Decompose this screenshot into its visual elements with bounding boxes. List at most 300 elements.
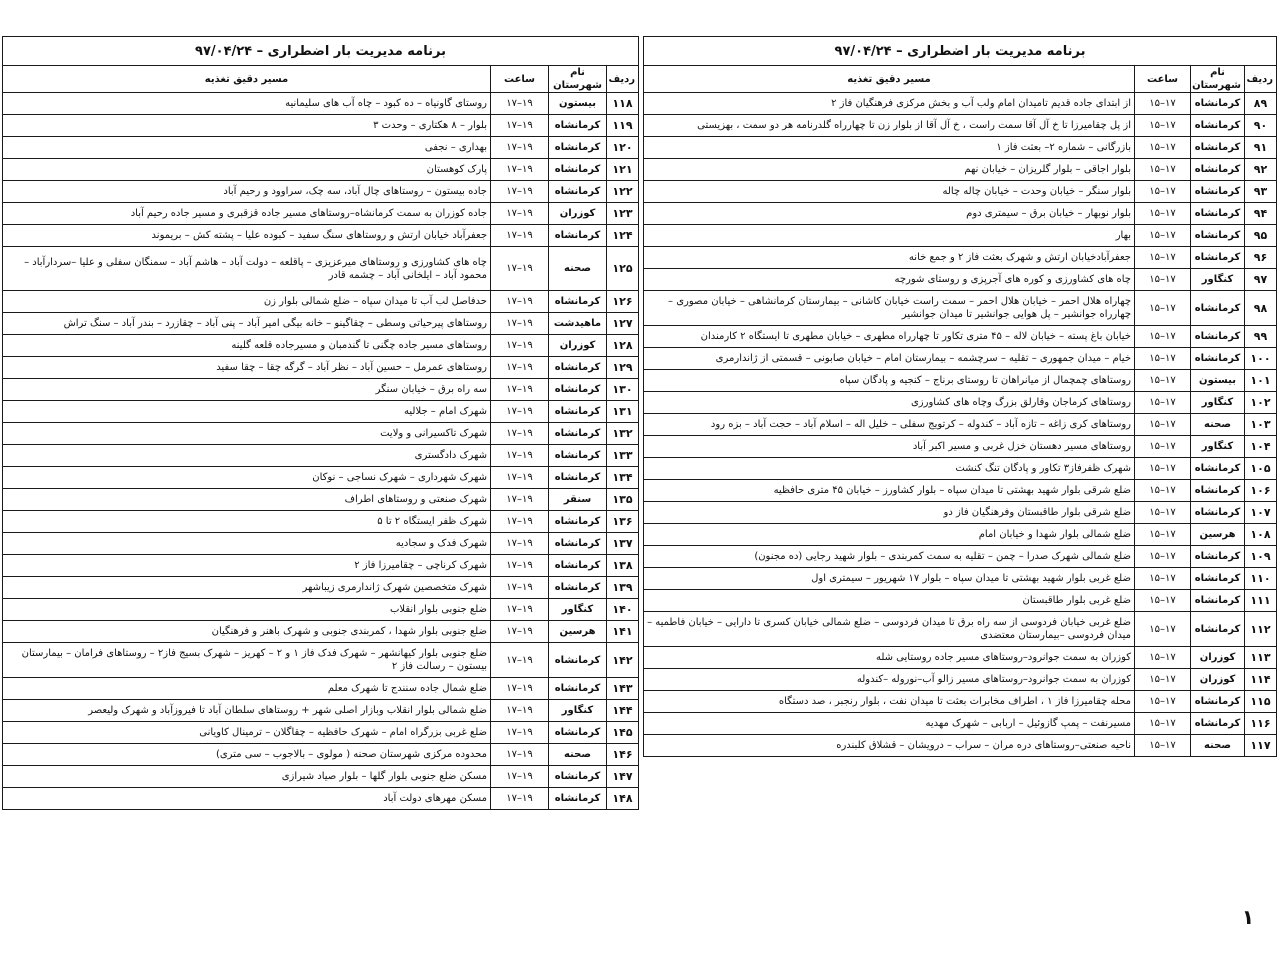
row-number-cell: ۱۴۴ bbox=[607, 700, 639, 722]
row-number-cell: ۱۱۸ bbox=[607, 93, 639, 115]
route-cell: ناحیه صنعتی–روستاهای دره مران – سراب – درویشان – قشلاق کلبندره bbox=[644, 735, 1135, 757]
time-cell: ۱۹–۱۷ bbox=[491, 225, 549, 247]
time-cell: ۱۹–۱۷ bbox=[491, 115, 549, 137]
route-cell: روستاهای چمچمال از میانراهان تا روستای برناج – کنجیه و پادگان سپاه bbox=[644, 370, 1135, 392]
route-cell: خیام – میدان جمهوری – تقلیه – سرچشمه – بیمارستان امام – خیابان صابونی – قسمتی از ژاندارمری bbox=[644, 348, 1135, 370]
table-row bbox=[644, 137, 1277, 159]
route-cell: شهرک فدک و سجادیه bbox=[3, 533, 491, 555]
header-route: مسیر دقیق تغذیه bbox=[3, 66, 491, 93]
table-row bbox=[3, 401, 639, 423]
city-cell: کرمانشاه bbox=[1191, 691, 1245, 713]
route-cell: ضلع شمالی بلوار شهدا و خیابان امام bbox=[644, 524, 1135, 546]
row-number-cell: ۱۲۴ bbox=[607, 225, 639, 247]
route-cell: شهرک متخصصین شهرک ژاندارمری زیباشهر bbox=[3, 577, 491, 599]
city-cell: صحنه bbox=[1191, 414, 1245, 436]
row-number-cell: ۱۰۴ bbox=[1245, 436, 1277, 458]
city-cell: کرمانشاه bbox=[1191, 590, 1245, 612]
city-cell: کرمانشاه bbox=[1191, 93, 1245, 115]
city-cell: کرمانشاه bbox=[549, 291, 607, 313]
route-cell: شهرک تاکسیرانی و ولایت bbox=[3, 423, 491, 445]
table-row bbox=[644, 392, 1277, 414]
route-cell: ضلع غربی بلوار طاقبستان bbox=[644, 590, 1135, 612]
row-number-cell: ۱۰۵ bbox=[1245, 458, 1277, 480]
time-cell: ۱۹–۱۷ bbox=[491, 766, 549, 788]
row-number-cell: ۱۰۲ bbox=[1245, 392, 1277, 414]
route-cell: مسکن مهرهای دولت آباد bbox=[3, 788, 491, 810]
time-cell: ۱۹–۱۷ bbox=[491, 137, 549, 159]
page-number: ۱ bbox=[1241, 905, 1255, 929]
city-cell: کرمانشاه bbox=[549, 643, 607, 678]
row-number-cell: ۱۳۳ bbox=[607, 445, 639, 467]
city-cell: کرمانشاه bbox=[1191, 203, 1245, 225]
city-cell: کرمانشاه bbox=[1191, 115, 1245, 137]
time-cell: ۱۹–۱۷ bbox=[491, 423, 549, 445]
route-cell: شهرک دادگستری bbox=[3, 445, 491, 467]
time-cell: ۱۷–۱۵ bbox=[1135, 392, 1191, 414]
table-row bbox=[3, 700, 639, 722]
table-row bbox=[644, 612, 1277, 647]
row-number-cell: ۱۳۸ bbox=[607, 555, 639, 577]
city-cell: کرمانشاه bbox=[1191, 291, 1245, 326]
city-cell: کرمانشاه bbox=[549, 423, 607, 445]
time-cell: ۱۹–۱۷ bbox=[491, 445, 549, 467]
row-number-cell: ۱۲۲ bbox=[607, 181, 639, 203]
city-cell: هرسین bbox=[1191, 524, 1245, 546]
row-number-cell: ۱۴۲ bbox=[607, 643, 639, 678]
row-number-cell: ۱۲۹ bbox=[607, 357, 639, 379]
city-cell: صحنه bbox=[549, 744, 607, 766]
table-row bbox=[644, 436, 1277, 458]
route-cell: جاده کوزران به سمت کرمانشاه–روستاهای مسیر جاده قزقبری و مسیر جاده رحیم آباد bbox=[3, 203, 491, 225]
row-number-cell: ۱۰۸ bbox=[1245, 524, 1277, 546]
row-number-cell: ۱۳۱ bbox=[607, 401, 639, 423]
row-number-cell: ۹۵ bbox=[1245, 225, 1277, 247]
city-cell: کرمانشاه bbox=[549, 357, 607, 379]
row-number-cell: ۹۶ bbox=[1245, 247, 1277, 269]
row-number-cell: ۱۲۵ bbox=[607, 247, 639, 291]
time-cell: ۱۷–۱۵ bbox=[1135, 590, 1191, 612]
table-title: برنامه مدیریت بار اضطراری – ۹۷/۰۴/۲۴ bbox=[3, 37, 639, 66]
route-cell: ضلع غربی بلوار شهید بهشتی تا میدان سپاه – بلوار ۱۷ شهریور – سیمتری اول bbox=[644, 568, 1135, 590]
route-cell: بهداری – نجفی bbox=[3, 137, 491, 159]
time-cell: ۱۹–۱۷ bbox=[491, 744, 549, 766]
city-cell: کوزران bbox=[1191, 669, 1245, 691]
city-cell: کرمانشاه bbox=[1191, 458, 1245, 480]
city-cell: کوزران bbox=[1191, 647, 1245, 669]
table-row bbox=[644, 181, 1277, 203]
row-number-cell: ۱۰۶ bbox=[1245, 480, 1277, 502]
row-number-cell: ۹۲ bbox=[1245, 159, 1277, 181]
row-number-cell: ۱۳۲ bbox=[607, 423, 639, 445]
table-row bbox=[644, 291, 1277, 326]
header-route: مسیر دقیق تغذیه bbox=[644, 66, 1135, 93]
table-row bbox=[644, 247, 1277, 269]
route-cell: ضلع شرقی بلوار شهید بهشتی تا میدان سپاه – بلوار کشاورز – خیابان ۴۵ متری حافظیه bbox=[644, 480, 1135, 502]
table-row bbox=[3, 722, 639, 744]
city-cell: کرمانشاه bbox=[549, 115, 607, 137]
time-cell: ۱۹–۱۷ bbox=[491, 643, 549, 678]
city-cell: کرمانشاه bbox=[549, 678, 607, 700]
time-cell: ۱۹–۱۷ bbox=[491, 93, 549, 115]
city-cell: کنگاور bbox=[1191, 392, 1245, 414]
city-cell: سنقر bbox=[549, 489, 607, 511]
time-cell: ۱۹–۱۷ bbox=[491, 335, 549, 357]
city-cell: کرمانشاه bbox=[549, 379, 607, 401]
route-cell: جعفرآباد خیابان ارتش و روستاهای سنگ سفید – کبوده علیا – پشته کش – بریموند bbox=[3, 225, 491, 247]
header-row-number: ردیف bbox=[607, 66, 639, 93]
route-cell: حدفاصل لب آب تا میدان سپاه – ضلع شمالی بلوار زن bbox=[3, 291, 491, 313]
row-number-cell: ۹۱ bbox=[1245, 137, 1277, 159]
table-row bbox=[644, 647, 1277, 669]
time-cell: ۱۹–۱۷ bbox=[491, 621, 549, 643]
time-cell: ۱۹–۱۷ bbox=[491, 181, 549, 203]
table-row bbox=[3, 467, 639, 489]
city-cell: کرمانشاه bbox=[1191, 247, 1245, 269]
time-cell: ۱۹–۱۷ bbox=[491, 700, 549, 722]
time-cell: ۱۷–۱۵ bbox=[1135, 480, 1191, 502]
city-cell: کرمانشاه bbox=[1191, 612, 1245, 647]
route-cell: از پل چقامیرزا تا خ آل آقا سمت راست ، خ آل آقا از بلوار زن تا چهارراه گلدرنامه هر دو سمت ، بهزیستی bbox=[644, 115, 1135, 137]
row-number-cell: ۹۰ bbox=[1245, 115, 1277, 137]
row-number-cell: ۹۸ bbox=[1245, 291, 1277, 326]
row-number-cell: ۱۰۱ bbox=[1245, 370, 1277, 392]
city-cell: کوزران bbox=[549, 335, 607, 357]
table-row bbox=[644, 458, 1277, 480]
time-cell: ۱۷–۱۵ bbox=[1135, 735, 1191, 757]
row-number-cell: ۱۴۰ bbox=[607, 599, 639, 621]
route-cell: محدوده مرکزی شهرستان صحنه ( مولوی – بالاجوب – سی متری) bbox=[3, 744, 491, 766]
time-cell: ۱۷–۱۵ bbox=[1135, 647, 1191, 669]
route-cell: ضلع جنوبی بلوار شهدا ، کمربندی جنوبی و شهرک باهنر و فرهنگیان bbox=[3, 621, 491, 643]
row-number-cell: ۱۱۳ bbox=[1245, 647, 1277, 669]
table-row bbox=[3, 643, 639, 678]
city-cell: کنگاور bbox=[1191, 436, 1245, 458]
time-cell: ۱۹–۱۷ bbox=[491, 511, 549, 533]
time-cell: ۱۹–۱۷ bbox=[491, 291, 549, 313]
table-row bbox=[644, 590, 1277, 612]
row-number-cell: ۱۳۶ bbox=[607, 511, 639, 533]
row-number-cell: ۱۱۰ bbox=[1245, 568, 1277, 590]
route-cell: ضلع شمالی شهرک صدرا – چمن – تقلیه به سمت کمربندی – بلوار شهید رجایی (ده مجنون) bbox=[644, 546, 1135, 568]
row-number-cell: ۹۹ bbox=[1245, 326, 1277, 348]
time-cell: ۱۷–۱۵ bbox=[1135, 137, 1191, 159]
row-number-cell: ۱۰۹ bbox=[1245, 546, 1277, 568]
time-cell: ۱۹–۱۷ bbox=[491, 555, 549, 577]
time-cell: ۱۷–۱۵ bbox=[1135, 326, 1191, 348]
route-cell: روستاهای مسیر جاده چگنی تا گندمبان و مسیرجاده قلعه گلینه bbox=[3, 335, 491, 357]
route-cell: کوزران به سمت جوانرود–روستاهای مسیر زالو آب–نوروله –کندوله bbox=[644, 669, 1135, 691]
city-cell: کرمانشاه bbox=[549, 159, 607, 181]
table-row bbox=[3, 489, 639, 511]
time-cell: ۱۹–۱۷ bbox=[491, 313, 549, 335]
city-cell: کرمانشاه bbox=[549, 181, 607, 203]
route-cell: شهرک صنعتی و روستاهای اطراف bbox=[3, 489, 491, 511]
time-cell: ۱۷–۱۵ bbox=[1135, 524, 1191, 546]
table-row bbox=[3, 445, 639, 467]
row-number-cell: ۱۲۳ bbox=[607, 203, 639, 225]
table-row bbox=[3, 159, 639, 181]
time-cell: ۱۷–۱۵ bbox=[1135, 436, 1191, 458]
row-number-cell: ۱۴۳ bbox=[607, 678, 639, 700]
route-cell: شهرک امام – جلالیه bbox=[3, 401, 491, 423]
city-cell: کرمانشاه bbox=[1191, 225, 1245, 247]
route-cell: سه راه برق – خیابان سنگر bbox=[3, 379, 491, 401]
table-row bbox=[3, 423, 639, 445]
table-row bbox=[644, 480, 1277, 502]
route-cell: از ابتدای جاده قدیم تامیدان امام ولب آب و بخش مرکزی فرهنگیان فاز ۲ bbox=[644, 93, 1135, 115]
table-row bbox=[644, 568, 1277, 590]
city-cell: کوزران bbox=[549, 203, 607, 225]
route-cell: روستای گاونیاه – ده کبود – چاه آب های سلیمانیه bbox=[3, 93, 491, 115]
row-number-cell: ۱۰۰ bbox=[1245, 348, 1277, 370]
city-cell: کرمانشاه bbox=[549, 511, 607, 533]
row-number-cell: ۱۳۵ bbox=[607, 489, 639, 511]
row-number-cell: ۱۱۴ bbox=[1245, 669, 1277, 691]
row-number-cell: ۹۳ bbox=[1245, 181, 1277, 203]
time-cell: ۱۹–۱۷ bbox=[491, 577, 549, 599]
route-cell: بلوار اجاقی – بلوار گلریزان – خیابان نهم bbox=[644, 159, 1135, 181]
route-cell: چاه های کشاورزی و کوره های آجرپزی و روستای شورچه bbox=[644, 269, 1135, 291]
row-number-cell: ۹۴ bbox=[1245, 203, 1277, 225]
table-row bbox=[644, 735, 1277, 757]
row-number-cell: ۱۱۱ bbox=[1245, 590, 1277, 612]
time-cell: ۱۹–۱۷ bbox=[491, 401, 549, 423]
time-cell: ۱۷–۱۵ bbox=[1135, 93, 1191, 115]
route-cell: شهرک ظفرفاز۳ تکاور و پادگان تنگ کنشت bbox=[644, 458, 1135, 480]
time-cell: ۱۹–۱۷ bbox=[491, 159, 549, 181]
table-row bbox=[3, 744, 639, 766]
time-cell: ۱۷–۱۵ bbox=[1135, 502, 1191, 524]
time-cell: ۱۷–۱۵ bbox=[1135, 203, 1191, 225]
table-row bbox=[644, 115, 1277, 137]
row-number-cell: ۸۹ bbox=[1245, 93, 1277, 115]
city-cell: کرمانشاه bbox=[1191, 502, 1245, 524]
time-cell: ۱۹–۱۷ bbox=[491, 722, 549, 744]
table-row bbox=[644, 414, 1277, 436]
route-cell: روستاهای کری زاغه – تازه آباد – کندوله – کرتویج سفلی – خلیل اله – اسلام آباد – حجت آباد – بزه رود bbox=[644, 414, 1135, 436]
time-cell: ۱۷–۱۵ bbox=[1135, 612, 1191, 647]
time-cell: ۱۷–۱۵ bbox=[1135, 115, 1191, 137]
route-cell: جعفرآبادخیابان ارتش و شهرک بعثت فاز ۲ و جمع خانه bbox=[644, 247, 1135, 269]
table-row bbox=[3, 511, 639, 533]
row-number-cell: ۱۰۷ bbox=[1245, 502, 1277, 524]
time-cell: ۱۹–۱۷ bbox=[491, 788, 549, 810]
table-row bbox=[3, 247, 639, 291]
table-row bbox=[3, 766, 639, 788]
row-number-cell: ۱۴۸ bbox=[607, 788, 639, 810]
route-cell: بلوار نوبهار – خیابان برق – سیمتری دوم bbox=[644, 203, 1135, 225]
time-cell: ۱۷–۱۵ bbox=[1135, 159, 1191, 181]
route-cell: محله چقامیرزا فاز ۱ ، اطراف مخابرات بعثت تا میدان نفت ، بلوار رنجبر ، صد دستگاه bbox=[644, 691, 1135, 713]
time-cell: ۱۷–۱۵ bbox=[1135, 291, 1191, 326]
time-cell: ۱۹–۱۷ bbox=[491, 678, 549, 700]
time-cell: ۱۹–۱۷ bbox=[491, 599, 549, 621]
time-cell: ۱۷–۱۵ bbox=[1135, 181, 1191, 203]
row-number-cell: ۱۴۱ bbox=[607, 621, 639, 643]
route-cell: بازرگانی – شماره ۲– بعثت فاز ۱ bbox=[644, 137, 1135, 159]
city-cell: کرمانشاه bbox=[1191, 546, 1245, 568]
route-cell: خیابان باغ پسته – خیابان لاله – ۴۵ متری تکاور تا چهارراه مطهری – خیابان مطهری تا ایستگاه ۲ کارمندان bbox=[644, 326, 1135, 348]
table-body bbox=[3, 93, 639, 810]
row-number-cell: ۱۰۳ bbox=[1245, 414, 1277, 436]
table-body bbox=[644, 93, 1277, 757]
table-title: برنامه مدیریت بار اضطراری – ۹۷/۰۴/۲۴ bbox=[644, 37, 1277, 66]
table-row bbox=[3, 115, 639, 137]
route-cell: ضلع غربی خیابان فردوسی از سه راه برق تا میدان فردوسی – ضلع شمالی خیابان کسری تا دارایی – خیابان فاطمیه – میدان فردوسی –بیمارستان معتضدی bbox=[644, 612, 1135, 647]
table-row bbox=[3, 788, 639, 810]
route-cell: بلوار – ۸ هکتاری – وحدت ۳ bbox=[3, 115, 491, 137]
header-city: نام شهرستان bbox=[549, 66, 607, 93]
time-cell: ۱۹–۱۷ bbox=[491, 467, 549, 489]
table-row bbox=[644, 370, 1277, 392]
table-row bbox=[644, 669, 1277, 691]
time-cell: ۱۷–۱۵ bbox=[1135, 348, 1191, 370]
city-cell: کنگاور bbox=[549, 700, 607, 722]
table-row bbox=[3, 335, 639, 357]
time-cell: ۱۷–۱۵ bbox=[1135, 247, 1191, 269]
route-cell: ضلع شمال جاده سنندج تا شهرک معلم bbox=[3, 678, 491, 700]
city-cell: کرمانشاه bbox=[549, 722, 607, 744]
header-city: نام شهرستان bbox=[1191, 66, 1245, 93]
route-cell: شهرک ظفر ایستگاه ۲ تا ۵ bbox=[3, 511, 491, 533]
table-row bbox=[644, 326, 1277, 348]
route-cell: پارک کوهستان bbox=[3, 159, 491, 181]
city-cell: کرمانشاه bbox=[1191, 713, 1245, 735]
city-cell: کرمانشاه bbox=[1191, 348, 1245, 370]
table-row bbox=[3, 533, 639, 555]
table-row bbox=[3, 203, 639, 225]
time-cell: ۱۷–۱۵ bbox=[1135, 546, 1191, 568]
route-cell: روستاهای مسیر دهستان خزل غربی و مسیر اکبر آباد bbox=[644, 436, 1135, 458]
row-number-cell: ۱۱۶ bbox=[1245, 713, 1277, 735]
route-cell: بلوار سنگر – خیابان وحدت – خیابان چاله چاله bbox=[644, 181, 1135, 203]
route-cell: کوزران به سمت جوانرود–روستاهای مسیر جاده روستایی شله bbox=[644, 647, 1135, 669]
table-row bbox=[644, 203, 1277, 225]
city-cell: کرمانشاه bbox=[549, 467, 607, 489]
table-row bbox=[3, 599, 639, 621]
time-cell: ۱۹–۱۷ bbox=[491, 379, 549, 401]
time-cell: ۱۷–۱۵ bbox=[1135, 225, 1191, 247]
route-cell: بهار bbox=[644, 225, 1135, 247]
row-number-cell: ۹۷ bbox=[1245, 269, 1277, 291]
table-row bbox=[3, 137, 639, 159]
row-number-cell: ۱۴۷ bbox=[607, 766, 639, 788]
table-row bbox=[644, 713, 1277, 735]
row-number-cell: ۱۳۹ bbox=[607, 577, 639, 599]
time-cell: ۱۹–۱۷ bbox=[491, 357, 549, 379]
route-cell: روستاهای پیرحیاتی وسطی – چقاگینو – خانه بیگی امیر آباد – پنی آباد – چقازرد – بندر آباد – سنگ تراش bbox=[3, 313, 491, 335]
city-cell: کرمانشاه bbox=[1191, 159, 1245, 181]
city-cell: کرمانشاه bbox=[549, 577, 607, 599]
city-cell: بیستون bbox=[549, 93, 607, 115]
city-cell: صحنه bbox=[549, 247, 607, 291]
time-cell: ۱۷–۱۵ bbox=[1135, 458, 1191, 480]
table-row bbox=[644, 546, 1277, 568]
row-number-cell: ۱۲۷ bbox=[607, 313, 639, 335]
time-cell: ۱۷–۱۵ bbox=[1135, 568, 1191, 590]
city-cell: کرمانشاه bbox=[549, 401, 607, 423]
route-cell: مسکن ضلع جنوبی بلوار گلها – بلوار صیاد شیرازی bbox=[3, 766, 491, 788]
route-cell: ضلع جنوبی بلوار کیهانشهر – شهرک فدک فاز ۱ و ۲ – کهریز – شهرک بسیج فاز۲ – روستاهای فرامان – بیمارستان بیستون – رسالت فاز ۲ bbox=[3, 643, 491, 678]
row-number-cell: ۱۲۰ bbox=[607, 137, 639, 159]
table-row bbox=[3, 379, 639, 401]
row-number-cell: ۱۴۶ bbox=[607, 744, 639, 766]
table-row bbox=[3, 555, 639, 577]
table-row bbox=[3, 225, 639, 247]
row-number-cell: ۱۴۵ bbox=[607, 722, 639, 744]
table-row bbox=[644, 524, 1277, 546]
time-cell: ۱۷–۱۵ bbox=[1135, 269, 1191, 291]
row-number-cell: ۱۱۷ bbox=[1245, 735, 1277, 757]
row-number-cell: ۱۲۸ bbox=[607, 335, 639, 357]
table-row bbox=[644, 159, 1277, 181]
route-cell: جاده بیستون – روستاهای چال آباد، سه چک، سراوود و رحیم آباد bbox=[3, 181, 491, 203]
city-cell: کرمانشاه bbox=[549, 766, 607, 788]
table-row bbox=[644, 269, 1277, 291]
route-cell: شهرک شهرداری – شهرک نساجی – نوکان bbox=[3, 467, 491, 489]
route-cell: روستاهای کرماجان وقارلق بزرگ وچاه های کشاورزی bbox=[644, 392, 1135, 414]
table-row bbox=[644, 348, 1277, 370]
city-cell: ماهیدشت bbox=[549, 313, 607, 335]
schedule-table-left bbox=[2, 36, 639, 810]
time-cell: ۱۹–۱۷ bbox=[491, 203, 549, 225]
table-row bbox=[644, 502, 1277, 524]
time-cell: ۱۷–۱۵ bbox=[1135, 669, 1191, 691]
row-number-cell: ۱۲۱ bbox=[607, 159, 639, 181]
time-cell: ۱۹–۱۷ bbox=[491, 489, 549, 511]
city-cell: کرمانشاه bbox=[549, 225, 607, 247]
table-row bbox=[3, 93, 639, 115]
city-cell: کرمانشاه bbox=[1191, 137, 1245, 159]
city-cell: کرمانشاه bbox=[549, 533, 607, 555]
header-time: ساعت bbox=[1135, 66, 1191, 93]
route-cell: ضلع جنوبی بلوار انقلاب bbox=[3, 599, 491, 621]
city-cell: بیستون bbox=[1191, 370, 1245, 392]
time-cell: ۱۷–۱۵ bbox=[1135, 414, 1191, 436]
time-cell: ۱۷–۱۵ bbox=[1135, 370, 1191, 392]
time-cell: ۱۹–۱۷ bbox=[491, 247, 549, 291]
city-cell: کرمانشاه bbox=[1191, 326, 1245, 348]
row-number-cell: ۱۳۷ bbox=[607, 533, 639, 555]
route-cell: ضلع شمالی بلوار انقلاب وبازار اصلی شهر + روستاهای سلطان آباد تا فیروزآباد و شهرک ولیعصر bbox=[3, 700, 491, 722]
header-row-number: ردیف bbox=[1245, 66, 1277, 93]
table-row bbox=[3, 313, 639, 335]
time-cell: ۱۷–۱۵ bbox=[1135, 691, 1191, 713]
row-number-cell: ۱۳۴ bbox=[607, 467, 639, 489]
route-cell: ضلع غربی بزرگراه امام – شهرک حافظیه – چقاگلان – ترمینال کاویانی bbox=[3, 722, 491, 744]
city-cell: کرمانشاه bbox=[1191, 480, 1245, 502]
row-number-cell: ۱۱۹ bbox=[607, 115, 639, 137]
city-cell: کرمانشاه bbox=[549, 555, 607, 577]
city-cell: کنگاور bbox=[1191, 269, 1245, 291]
row-number-cell: ۱۱۵ bbox=[1245, 691, 1277, 713]
route-cell: شهرک کرناچی – چقامیرزا فاز ۲ bbox=[3, 555, 491, 577]
city-cell: کرمانشاه bbox=[549, 137, 607, 159]
time-cell: ۱۹–۱۷ bbox=[491, 533, 549, 555]
table-row bbox=[3, 678, 639, 700]
header-time: ساعت bbox=[491, 66, 549, 93]
route-cell: مسیرنفت – پمپ گازوئیل – اربابی – شهرک مهدیه bbox=[644, 713, 1135, 735]
row-number-cell: ۱۲۶ bbox=[607, 291, 639, 313]
table-row bbox=[3, 291, 639, 313]
city-cell: هرسین bbox=[549, 621, 607, 643]
table-row bbox=[3, 357, 639, 379]
route-cell: روستاهای عمرمل – حسین آباد – نظر آباد – گرگه چقا – چقا سفید bbox=[3, 357, 491, 379]
table-row bbox=[3, 181, 639, 203]
table-row bbox=[3, 621, 639, 643]
city-cell: کرمانشاه bbox=[549, 445, 607, 467]
row-number-cell: ۱۱۲ bbox=[1245, 612, 1277, 647]
